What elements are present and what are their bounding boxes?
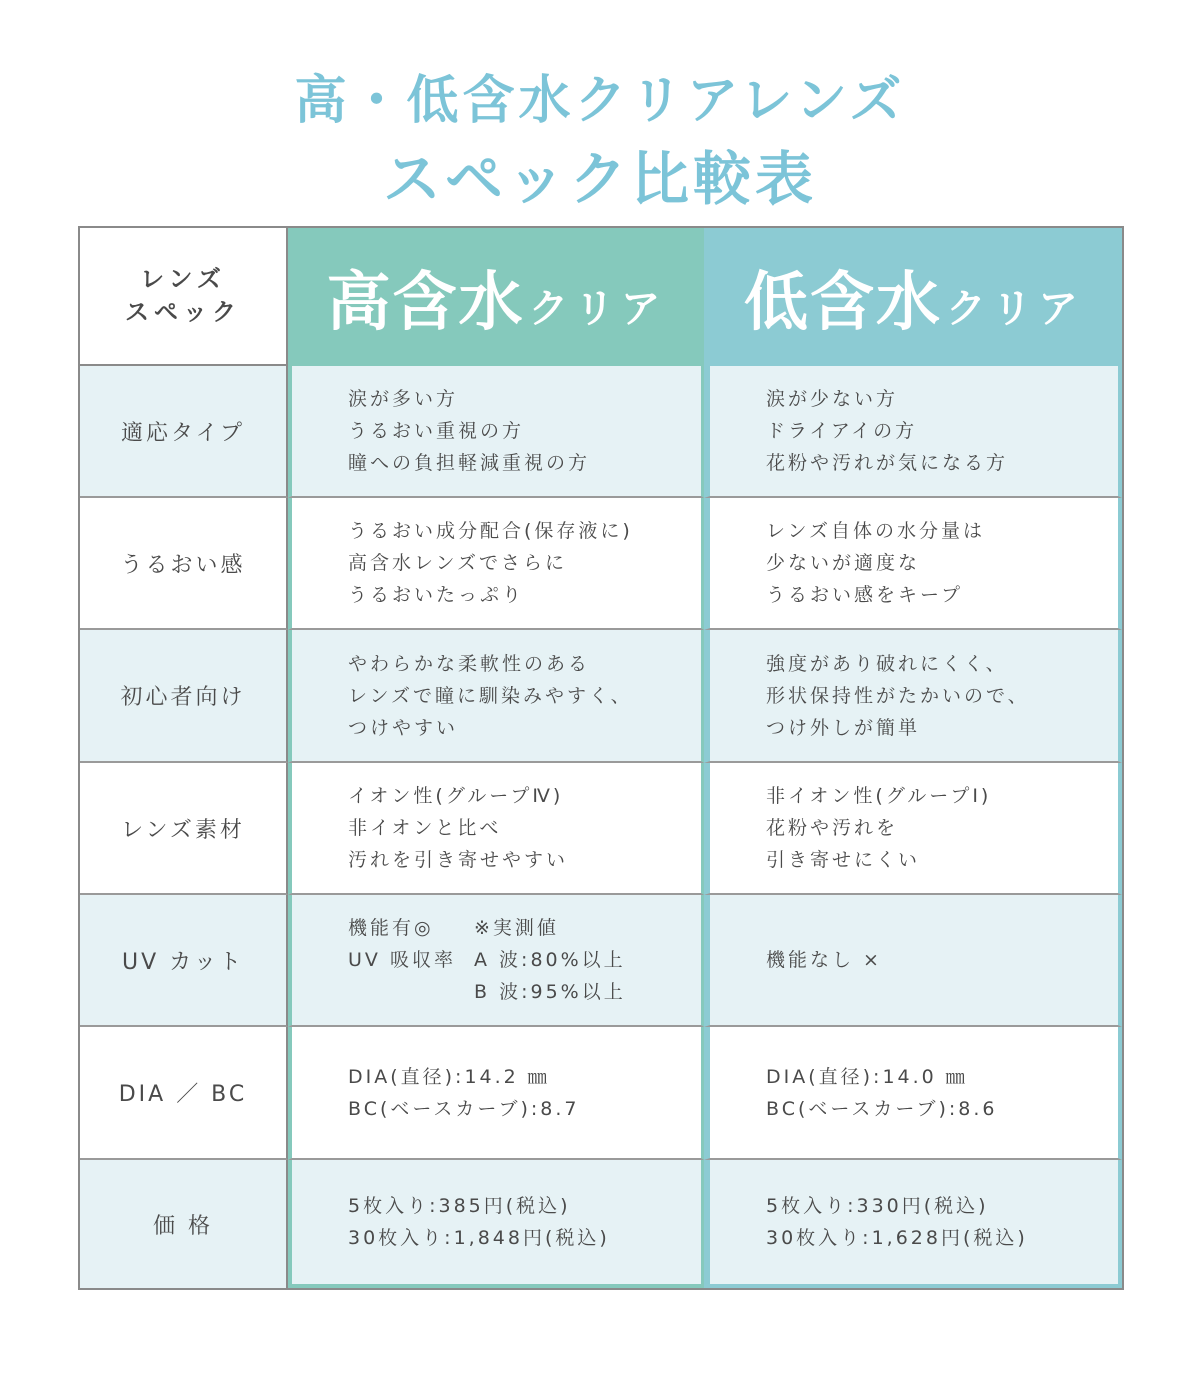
low-adapt-type	[704, 366, 1122, 498]
high-dia-bc	[288, 1027, 704, 1160]
low-adapt-line3: 花粉や汚れが気になる方	[766, 452, 1009, 474]
row-label-material: レンズ素材	[80, 763, 288, 895]
spec-comparison-table	[78, 226, 1124, 1290]
high-uv-cut	[288, 895, 704, 1027]
low-price-5: 5枚入り:330円(税込)	[766, 1195, 989, 1217]
high-material-line1: イオン性(グループⅣ)	[348, 785, 564, 807]
low-beginner-line2: 形状保持性がたかいので、	[766, 684, 1030, 707]
page-title-line1: 高・低含水クリアレンズ	[294, 71, 906, 131]
low-moisture-line2: 少ないが適度な	[766, 552, 921, 574]
page-title-line2: スペック比較表	[382, 145, 817, 213]
high-moisture-line1: うるおい成分配合(保存液に)	[348, 520, 633, 542]
high-adapt-line3: 瞳への負担軽減重視の方	[348, 452, 591, 474]
row-label-dia-bc: DIA ／ BC	[80, 1027, 288, 1160]
high-water-header-sub: クリア	[528, 285, 667, 332]
high-price	[288, 1160, 704, 1288]
low-adapt-line1: 涙が少ない方	[766, 388, 899, 410]
low-water-header	[704, 228, 1122, 366]
low-moisture-line3: うるおい感をキープ	[766, 584, 964, 606]
low-material	[704, 763, 1122, 895]
high-water-header	[288, 228, 704, 366]
high-uv-note: ※実測値	[474, 917, 559, 939]
high-material	[288, 763, 704, 895]
high-beginner-line1: やわらかな柔軟性のある	[348, 652, 591, 675]
high-moisture-line2: 高含水レンズでさらに	[348, 552, 567, 574]
high-moisture	[288, 498, 704, 630]
low-adapt-line2: ドライアイの方	[766, 420, 918, 442]
low-dia-bc	[704, 1027, 1122, 1160]
high-material-line2: 非イオンと比べ	[348, 817, 502, 839]
high-price-5: 5枚入り:385円(税込)	[348, 1195, 571, 1217]
low-uv-line1: 機能なし ×	[766, 949, 882, 971]
row-label-uv-cut: UV カット	[80, 895, 288, 1027]
low-bc: BC(ベースカーブ):8.6	[766, 1097, 998, 1120]
row-label-price: 価 格	[80, 1160, 288, 1288]
high-price-30: 30枚入り:1,848円(税込)	[348, 1227, 610, 1249]
high-water-header-main: 高含水	[326, 266, 525, 340]
high-adapt-type	[288, 366, 704, 498]
low-beginner	[704, 630, 1122, 763]
low-water-header-sub: クリア	[946, 285, 1084, 332]
low-material-line2: 花粉や汚れを	[766, 817, 899, 839]
low-moisture	[704, 498, 1122, 630]
low-beginner-line1: 強度があり破れにくく、	[766, 652, 1008, 675]
high-uv-line3	[348, 976, 701, 1008]
high-uv-a-wave: A 波:80%以上	[474, 949, 626, 971]
low-material-line1: 非イオン性(グループⅠ)	[766, 785, 992, 807]
high-uv-rate-label: UV 吸収率	[348, 949, 456, 971]
high-moisture-line3: うるおいたっぷり	[348, 584, 525, 606]
low-dia: DIA(直径):14.0 ㎜	[766, 1065, 968, 1088]
high-adapt-line2: うるおい重視の方	[348, 420, 525, 442]
low-water-header-main: 低含水	[744, 266, 942, 340]
low-material-line3: 引き寄せにくい	[766, 849, 921, 871]
high-beginner	[288, 630, 704, 763]
high-bc: BC(ベースカーブ):8.7	[348, 1097, 580, 1120]
high-beginner-line3: つけやすい	[348, 716, 459, 739]
row-label-beginner: 初心者向け	[80, 630, 288, 763]
row-label-adapt-type: 適応タイプ	[80, 366, 288, 498]
high-uv-function: 機能有◎	[348, 917, 434, 939]
high-dia: DIA(直径):14.2 ㎜	[348, 1065, 550, 1088]
low-uv-cut	[704, 895, 1122, 1027]
row-label-moisture: うるおい感	[80, 498, 288, 630]
low-beginner-line3: つけ外しが簡単	[766, 716, 921, 739]
high-beginner-line2: レンズで瞳に馴染みやすく、	[348, 684, 633, 707]
high-material-line3: 汚れを引き寄せやすい	[348, 849, 569, 871]
low-moisture-line1: レンズ自体の水分量は	[766, 520, 985, 542]
high-adapt-line1: 涙が多い方	[348, 388, 459, 410]
high-uv-line2	[348, 944, 701, 976]
high-uv-line1	[348, 912, 701, 944]
high-uv-b-wave: B 波:95%以上	[474, 981, 626, 1003]
spec-header-label: レンズ スペック	[80, 228, 288, 366]
low-price	[704, 1160, 1122, 1288]
low-price-30: 30枚入り:1,628円(税込)	[766, 1227, 1028, 1249]
